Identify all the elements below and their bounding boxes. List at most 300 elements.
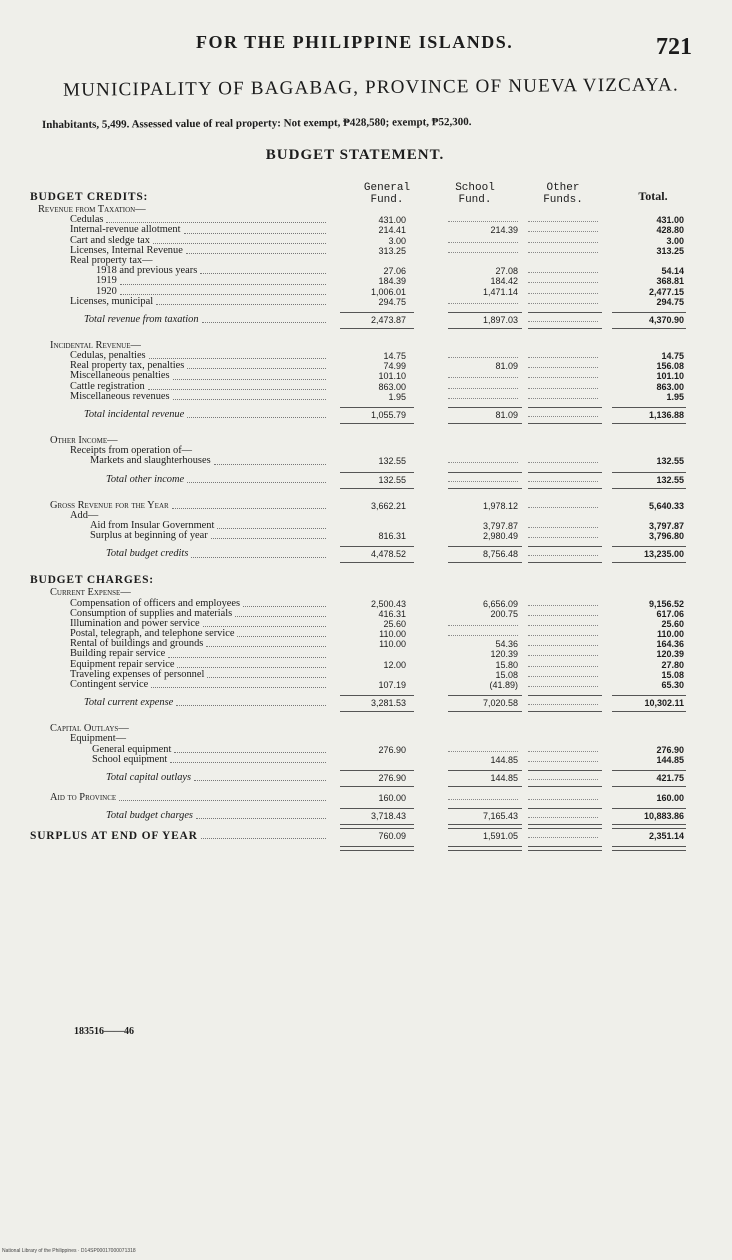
sum-rule (448, 846, 522, 851)
dot-leader (172, 501, 326, 509)
dot-leader (203, 619, 326, 627)
dot-leader (187, 361, 326, 369)
dot-leader (243, 599, 326, 607)
row-label-text: Cedulas, penalties (70, 350, 146, 362)
empty-cell-leader (448, 377, 518, 378)
row-label-text: Equipment— (70, 733, 126, 745)
row-label-text: Total current expense (84, 697, 174, 709)
empty-cell-leader (528, 242, 598, 243)
row-label (92, 755, 330, 765)
empty-cell-leader (448, 481, 518, 482)
empty-cell-leader (528, 779, 598, 780)
sum-rule (448, 472, 522, 473)
row-label-text: Contingent service (70, 679, 149, 690)
empty-cell-leader (528, 799, 598, 800)
amount-school: 27.08 (495, 266, 518, 277)
sum-rule (612, 828, 686, 829)
empty-cell-leader (528, 398, 598, 399)
sum-rule (340, 770, 414, 771)
amount-general: 3,718.43 (370, 811, 406, 822)
amount-school: 184.42 (490, 276, 518, 287)
row-label-text: Postal, telegraph, and telephone service (70, 628, 235, 640)
empty-cell-leader (448, 635, 518, 636)
amount-general: 101.10 (378, 371, 406, 382)
row-label-text: Miscellaneous penalties (70, 370, 170, 382)
statement-title: BUDGET STATEMENT. (265, 147, 445, 163)
sum-rule (448, 808, 522, 809)
row-label (106, 811, 330, 821)
row-spacer (0, 422, 732, 436)
row-label-text: Illumination and power service (70, 617, 200, 629)
empty-cell-leader (448, 751, 518, 752)
amount-general: 816.31 (378, 531, 406, 542)
empty-cell-leader (448, 252, 518, 253)
amount-total: 132.55 (656, 474, 684, 485)
amount-total: 54.14 (661, 266, 684, 277)
row-label (30, 575, 154, 585)
row-label (84, 410, 330, 420)
amount-general: 132.55 (378, 474, 406, 485)
amount-total: 27.80 (661, 659, 684, 670)
amount-school: 144.85 (490, 772, 518, 783)
amount-general: 3,281.53 (370, 698, 406, 709)
empty-cell-leader (528, 272, 598, 273)
row-label (84, 315, 330, 325)
table-total-row (0, 811, 732, 823)
amount-general: 12.00 (383, 659, 406, 670)
row-label-text: General equipment (92, 743, 172, 755)
dot-leader (217, 521, 326, 529)
sum-rule (528, 312, 602, 313)
amount-total: 144.85 (656, 754, 684, 765)
amount-school: 81.09 (495, 410, 518, 420)
empty-cell-leader (528, 357, 598, 358)
amount-total: 132.55 (656, 456, 684, 467)
amount-total: 4,370.90 (648, 314, 684, 325)
amount-school: 6,656.09 (482, 598, 518, 609)
sum-rule (448, 770, 522, 771)
table-row (0, 392, 732, 402)
empty-cell-leader (528, 635, 598, 636)
row-label-text: Licenses, Internal Revenue (70, 244, 183, 256)
sum-rule (612, 546, 686, 547)
table-total-row (0, 315, 732, 327)
amount-total: 14.75 (661, 351, 684, 362)
sum-rule (528, 808, 602, 809)
empty-cell-leader (528, 416, 598, 417)
amount-general: 214.41 (378, 225, 406, 236)
amount-total: 156.08 (656, 361, 684, 372)
amount-total: 10,302.11 (644, 698, 684, 709)
empty-cell-leader (528, 837, 598, 838)
dot-leader (156, 297, 326, 305)
sum-rule (528, 770, 602, 771)
column-header-other-funds: Other Funds. (543, 182, 583, 206)
row-label (70, 680, 330, 690)
sum-rule (340, 695, 414, 696)
sum-rule (528, 472, 602, 473)
amount-general: 431.00 (378, 215, 406, 226)
row-label-text: Building repair service (70, 648, 166, 660)
row-label-text: Revenue from Taxation— (38, 204, 146, 215)
table-row (0, 680, 732, 690)
empty-cell-leader (528, 303, 598, 304)
amount-school: 2,980.49 (482, 531, 518, 542)
row-label (50, 588, 131, 598)
empty-cell-leader (528, 645, 598, 646)
dot-leader (191, 549, 326, 557)
dot-leader (187, 410, 326, 418)
dot-leader (168, 649, 326, 657)
table-row (0, 831, 732, 844)
row-label-text: School equipment (92, 753, 168, 765)
inhabitants-line: Inhabitants, 5,499. Assessed value of real property: Not exempt, ₱428,580; exempt, ₱52,300. (41, 116, 472, 131)
dot-leader (170, 755, 326, 763)
amount-school: 3,797.87 (482, 520, 518, 531)
amount-school: 15.80 (495, 659, 518, 670)
amount-school: 1,978.12 (482, 500, 518, 511)
row-label-text: SURPLUS AT END OF YEAR (30, 830, 198, 843)
dot-leader (119, 793, 326, 801)
budget-table (0, 189, 732, 844)
amount-total: 276.90 (656, 744, 684, 755)
sum-rule (612, 407, 686, 408)
amount-total: 5,640.33 (648, 500, 684, 511)
running-head: FOR THE PHILIPPINE ISLANDS. (196, 32, 514, 52)
sum-rule (612, 808, 686, 809)
empty-cell-leader (448, 388, 518, 389)
amount-total: 3.00 (666, 235, 684, 246)
amount-general: 3,662.21 (370, 500, 406, 511)
dot-leader (202, 315, 326, 323)
amount-school: 214.39 (490, 225, 518, 236)
row-label-text: Total budget charges (106, 810, 193, 822)
empty-cell-leader (448, 462, 518, 463)
empty-cell-leader (528, 388, 598, 389)
row-label-text: Total revenue from taxation (84, 313, 199, 325)
page-number: 721 (656, 34, 692, 60)
amount-total: 1.95 (666, 391, 684, 402)
amount-total: 10,883.86 (643, 811, 684, 822)
empty-cell-leader (448, 303, 518, 304)
empty-cell-leader (448, 398, 518, 399)
amount-total: 120.39 (656, 649, 684, 660)
row-label-text: Incidental Revenue— (50, 339, 141, 351)
row-label (106, 773, 330, 783)
empty-cell-leader (528, 282, 598, 283)
row-label-text: Licenses, municipal (70, 295, 154, 307)
dot-leader (186, 246, 326, 254)
dot-leader (235, 609, 326, 617)
table-total-row (0, 773, 732, 785)
amount-total: 101.10 (656, 371, 684, 382)
table-row (0, 531, 732, 541)
empty-cell-leader (528, 377, 598, 378)
amount-school: 120.39 (490, 649, 518, 660)
row-spacer (0, 561, 732, 575)
row-label-text: Miscellaneous revenues (70, 390, 170, 402)
dot-leader (120, 287, 326, 295)
row-label (50, 793, 330, 803)
empty-cell-leader (448, 625, 518, 626)
empty-cell-leader (528, 666, 598, 667)
amount-general: 184.39 (378, 276, 406, 287)
amount-general: 3.00 (388, 235, 406, 246)
sum-rule (340, 546, 414, 547)
empty-cell-leader (448, 221, 518, 222)
sum-rule (340, 808, 414, 809)
amount-total: 863.00 (656, 381, 684, 392)
dot-leader (174, 745, 326, 753)
row-label (106, 549, 330, 559)
sum-rule (528, 407, 602, 408)
row-label (84, 698, 330, 708)
row-label-text: Total budget credits (106, 548, 189, 560)
sum-rule (612, 312, 686, 313)
dot-leader (207, 670, 326, 678)
amount-general: 276.90 (378, 772, 406, 783)
sum-rule (528, 546, 602, 547)
sum-rule (340, 312, 414, 313)
sum-rule (448, 695, 522, 696)
dot-leader (184, 225, 327, 233)
amount-general: 294.75 (378, 296, 406, 307)
row-label (70, 297, 330, 307)
row-label-text: BUDGET CHARGES: (30, 574, 154, 587)
table-total-row (0, 698, 732, 710)
row-label-text: Real property tax, penalties (70, 360, 185, 372)
sum-rule (612, 695, 686, 696)
amount-total: 25.60 (661, 618, 684, 629)
amount-total: 1,136.88 (648, 410, 684, 420)
empty-cell-leader (528, 321, 598, 322)
dot-leader (214, 456, 326, 464)
amount-general: 110.00 (379, 639, 406, 650)
empty-cell-leader (448, 242, 518, 243)
row-label-text: 1918 and previous years (96, 265, 198, 277)
empty-cell-leader (528, 481, 598, 482)
empty-cell-leader (528, 507, 598, 508)
amount-total: 368.81 (656, 276, 684, 287)
row-label-text: Current Expense— (50, 587, 131, 599)
table-row (0, 456, 732, 466)
column-header-general-fund: General Fund. (363, 182, 411, 206)
amount-total: 15.08 (661, 669, 684, 680)
sum-rule (340, 407, 414, 408)
empty-cell-leader (528, 625, 598, 626)
scan-imprint: National Library of the Philippines · D14SP00017000071318 (2, 1248, 136, 1254)
row-label-text: Rental of buildings and grounds (70, 638, 204, 650)
dot-leader (206, 639, 326, 647)
dot-leader (187, 475, 326, 483)
amount-general: 760.09 (378, 831, 406, 842)
amount-general: 14.75 (383, 351, 406, 362)
empty-cell-leader (528, 761, 598, 762)
empty-cell-leader (528, 704, 598, 705)
row-label-text: Add— (70, 509, 99, 521)
table-row (0, 297, 732, 307)
row-spacer (0, 710, 732, 724)
row-label-text: Markets and slaughterhouses (90, 455, 211, 467)
empty-cell-leader (528, 615, 598, 616)
sum-rule (612, 770, 686, 771)
sum-rule (340, 828, 414, 829)
sum-rule (612, 846, 686, 851)
row-label (90, 531, 330, 541)
empty-cell-leader (528, 555, 598, 556)
row-label-text: 1920 (96, 285, 117, 297)
empty-cell-leader (528, 751, 598, 752)
row-label-text: Real property tax— (70, 254, 153, 266)
table-row (0, 205, 732, 215)
sum-rule (528, 828, 602, 829)
amount-total: 617.06 (656, 608, 684, 619)
amount-total: 110.00 (656, 629, 684, 640)
dot-leader (149, 351, 326, 359)
dot-leader (196, 811, 326, 819)
amount-total: 9,156.52 (648, 598, 684, 609)
amount-total: 65.30 (661, 680, 684, 690)
sum-rule (612, 472, 686, 473)
row-label (30, 192, 148, 202)
empty-cell-leader (528, 462, 598, 463)
empty-cell-leader (448, 799, 518, 800)
table-row (0, 501, 732, 511)
amount-school: 200.75 (490, 608, 518, 619)
amount-school: 8,756.48 (482, 549, 518, 560)
municipality-title: MUNICIPALITY OF BAGABAG, PROVINCE OF NUEVA VIZCAYA. (62, 74, 679, 101)
row-label-text: Aid to Province (50, 791, 117, 803)
dot-leader (201, 831, 326, 839)
amount-general: 110.00 (379, 629, 406, 640)
row-label-text: 1919 (96, 275, 117, 287)
dot-leader (237, 629, 326, 637)
empty-cell-leader (528, 527, 598, 528)
dot-leader (176, 698, 326, 706)
dot-leader (148, 382, 326, 390)
amount-total: 13,235.00 (643, 549, 684, 560)
row-label-text: Cart and sledge tax (70, 234, 150, 246)
amount-total: 294.75 (656, 296, 684, 307)
dot-leader (194, 773, 326, 781)
row-label-text: Receipts from operation of— (70, 445, 193, 457)
amount-general: 4,478.52 (370, 549, 406, 560)
amount-total: 421.75 (656, 772, 684, 783)
table-total-row (0, 475, 732, 487)
row-label (106, 475, 330, 485)
amount-general: 27.06 (383, 266, 406, 277)
empty-cell-leader (528, 367, 598, 368)
row-label (70, 392, 330, 402)
row-label-text: Aid from Insular Government (90, 519, 215, 531)
row-label (90, 456, 330, 466)
row-label-text: Total incidental revenue (84, 409, 185, 420)
amount-general: 160.00 (378, 792, 406, 803)
table-row (0, 276, 732, 286)
sum-rule (340, 472, 414, 473)
amount-total: 164.36 (656, 639, 684, 650)
sum-rule (448, 546, 522, 547)
footer-code: 183516——46 (74, 1026, 134, 1037)
amount-school: 7,020.58 (482, 698, 518, 709)
table-row (0, 588, 732, 598)
amount-general: 2,473.87 (370, 314, 406, 325)
row-label-text: BUDGET CREDITS: (30, 191, 149, 203)
empty-cell-leader (528, 231, 598, 232)
row-label-text: Cedulas (70, 214, 104, 226)
table-total-row (0, 549, 732, 561)
empty-cell-leader (528, 686, 598, 687)
amount-school: 1,471.14 (482, 286, 518, 297)
dot-leader (211, 531, 326, 539)
amount-general: 276.90 (378, 744, 406, 755)
row-label-text: Compensation of officers and employees (70, 597, 241, 609)
row-label-text: Capital Outlays— (50, 723, 129, 735)
empty-cell-leader (528, 676, 598, 677)
row-label-text: Gross Revenue for the Year (50, 499, 169, 511)
row-label (30, 831, 330, 841)
amount-total: 2,351.14 (648, 831, 684, 842)
dot-leader (177, 660, 326, 668)
amount-total: 431.00 (656, 215, 684, 226)
row-spacer (0, 327, 732, 341)
empty-cell-leader (528, 252, 598, 253)
amount-general: 2,500.43 (370, 598, 406, 609)
table-total-row (0, 410, 732, 422)
sum-rule (448, 407, 522, 408)
amount-general: 1.95 (388, 391, 406, 402)
amount-general: 1,006.01 (370, 286, 406, 297)
row-label (96, 276, 330, 286)
dot-leader (173, 371, 326, 379)
column-header-school-fund: School Fund. (455, 182, 495, 206)
amount-school: (41.89) (489, 680, 518, 690)
column-header-total: Total. (638, 189, 668, 203)
empty-cell-leader (528, 605, 598, 606)
amount-school: 1,591.05 (482, 831, 518, 842)
amount-school: 81.09 (495, 361, 518, 372)
sum-rule (340, 846, 414, 851)
amount-school: 15.08 (495, 669, 518, 680)
empty-cell-leader (528, 221, 598, 222)
dot-leader (200, 266, 326, 274)
row-label-text: Consumption of supplies and materials (70, 607, 233, 619)
dot-leader (153, 236, 326, 244)
amount-total: 313.25 (656, 245, 684, 256)
dot-leader (173, 392, 326, 400)
sum-rule (528, 695, 602, 696)
amount-general: 107.19 (378, 680, 406, 690)
amount-general: 416.31 (378, 608, 406, 619)
amount-general: 132.55 (378, 456, 406, 467)
row-label-text: Cattle registration (70, 380, 145, 392)
amount-total: 160.00 (656, 792, 684, 803)
row-label-text: Total capital outlays (106, 771, 192, 783)
amount-general: 863.00 (378, 381, 406, 392)
row-label-text: Total other income (106, 473, 185, 485)
amount-school: 1,897.03 (482, 314, 518, 325)
row-label-text: Equipment repair service (70, 658, 175, 670)
amount-total: 428.80 (656, 225, 684, 236)
amount-general: 25.60 (383, 618, 406, 629)
table-row (0, 755, 732, 765)
dot-leader (120, 276, 326, 284)
amount-total: 2,477.15 (648, 286, 684, 297)
amount-school: 54.36 (495, 639, 518, 650)
amount-general: 74.99 (383, 361, 406, 372)
row-label-text: Internal-revenue allotment (70, 224, 181, 236)
dot-leader (151, 680, 326, 688)
